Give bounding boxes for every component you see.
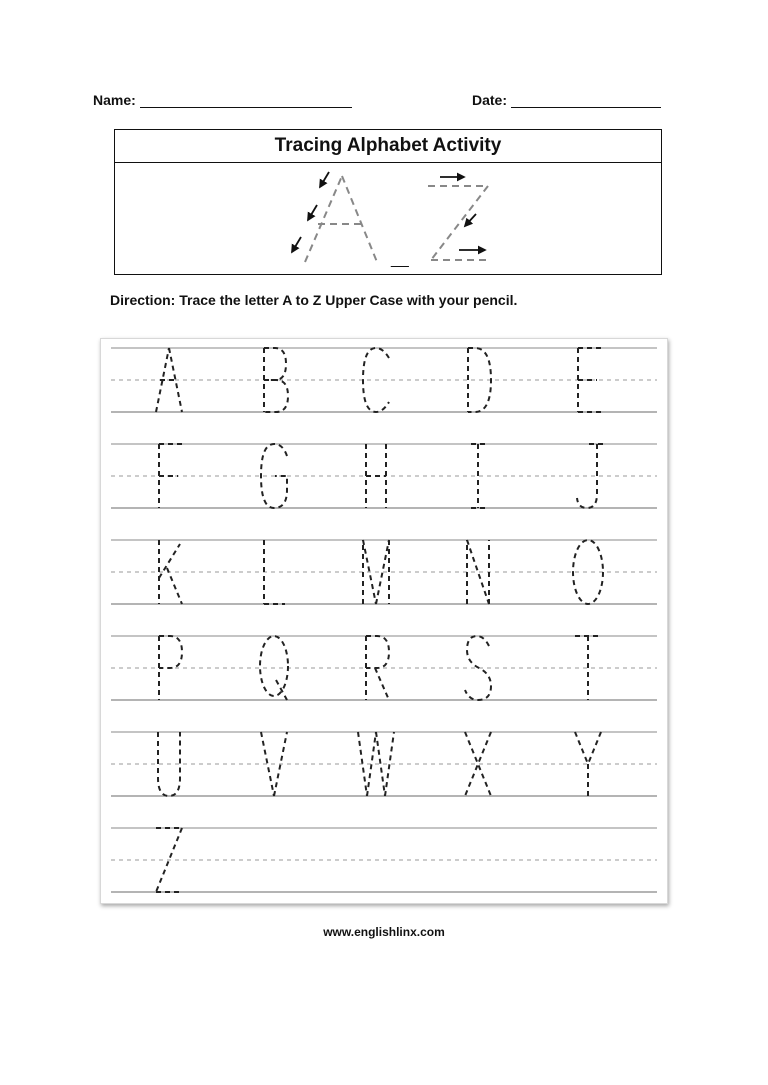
- tracing-practice-sheet: [100, 338, 668, 904]
- stroke-arrow-icon: [308, 205, 317, 220]
- example-start-letter: A: [342, 176, 343, 177]
- trace-letter-a: [156, 346, 182, 412]
- tracing-row: [111, 540, 657, 604]
- trace-letter-j: [575, 443, 603, 508]
- name-label: Name:: [93, 92, 136, 108]
- name-field[interactable]: [93, 92, 352, 108]
- example-letter-z: [428, 186, 488, 260]
- name-blank-line[interactable]: [140, 93, 352, 108]
- direction-text: Direction: Trace the letter A to Z Upper Case with your pencil.: [110, 292, 518, 308]
- tracing-row: [111, 828, 657, 892]
- tracing-row: [111, 348, 657, 412]
- activity-title: Tracing Alphabet Activity: [115, 130, 661, 163]
- tracing-row: [111, 636, 657, 700]
- stroke-arrow-icon: [320, 172, 329, 187]
- date-label: Date:: [472, 92, 508, 108]
- example-letter-a: [305, 176, 377, 262]
- stroke-arrow-icon: [465, 214, 476, 226]
- example-letters: [115, 164, 661, 272]
- website-footer: www.englishlinx.com: [323, 925, 445, 939]
- stroke-arrow-icon: [292, 237, 301, 252]
- trace-letter-e: [575, 347, 601, 412]
- example-separator: __: [391, 251, 409, 268]
- tracing-grid: [101, 339, 667, 903]
- date-field[interactable]: [472, 92, 661, 108]
- trace-letter-n: [465, 539, 489, 604]
- trace-letter-b: [261, 347, 288, 412]
- activity-title-box: [114, 129, 662, 275]
- date-blank-line[interactable]: [511, 93, 661, 108]
- trace-letter-h: [363, 443, 386, 508]
- example-end-letter: Z: [428, 186, 429, 187]
